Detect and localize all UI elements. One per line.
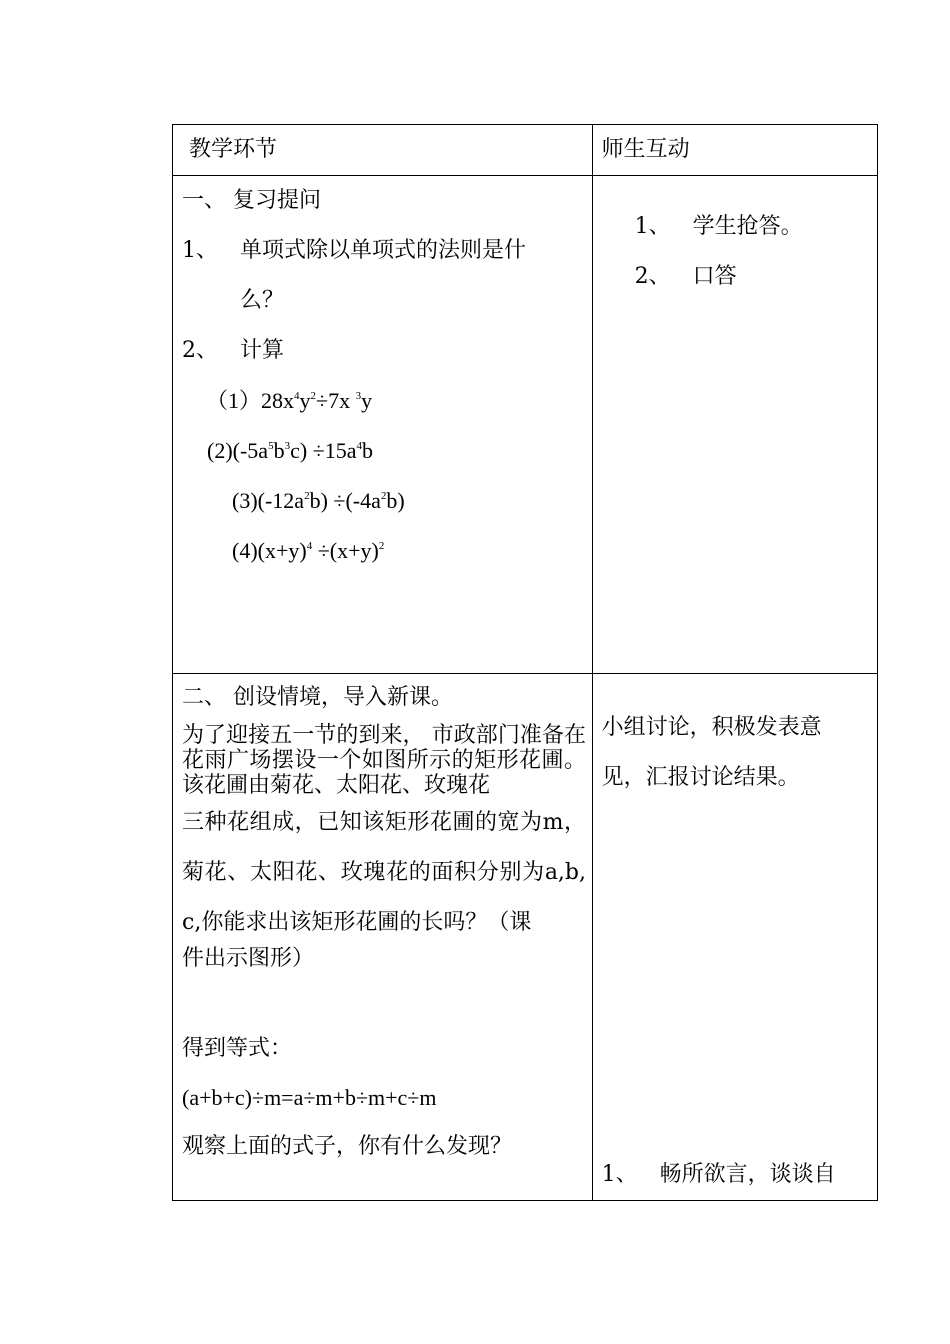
exercise-2: $(2)(-5a^5b^3c) \div 15a^4b$ xyxy=(207,438,374,463)
response-2-number: 2、 xyxy=(634,264,671,289)
group-discussion-line-2: 见，汇报讨论结果。 xyxy=(601,765,800,790)
introduction-response-cell xyxy=(592,674,877,1201)
group-discussion-line-1: 小组讨论，积极发表意 xyxy=(601,715,822,740)
question-1-line-1: 单项式除以单项式的法则是什 xyxy=(240,238,527,263)
scenario-paragraph-end: 件出示图形） xyxy=(182,946,315,971)
exercise-1: $(1)28x^4y^2\div 7x$ $^3$y xyxy=(206,388,373,413)
exercise-3: $(3)(-12a^2b) \div(-4a^2b)$ xyxy=(232,488,405,513)
question-1-number: 1、 xyxy=(182,238,218,263)
scenario-paragraph-dense: 为了迎接五一节的到来， 市政部门准备在花雨广场摆设一个如图所示的矩形花圃。该花圃由菊花、太阳花、玫瑰花 xyxy=(182,723,586,798)
response-item-text: 畅所欲言，谈谈自 xyxy=(659,1162,836,1187)
section-heading-review: 一、 复习提问 xyxy=(182,188,321,213)
review-content-cell xyxy=(173,176,593,674)
response-item-number: 1、 xyxy=(601,1162,638,1187)
equation-label: 得到等式： xyxy=(182,1036,293,1061)
exercise-4: $(4)(x+y)^4 \div(x+y)^2$ xyxy=(232,538,385,563)
observation-question: 观察上面的式子，你有什么发现？ xyxy=(182,1134,513,1159)
lesson-plan-table xyxy=(172,124,878,1201)
table-row-introduction xyxy=(173,674,878,1201)
header-cell-interaction xyxy=(592,125,877,176)
header-cell-teaching-phase xyxy=(173,125,593,176)
review-response-cell xyxy=(592,176,877,674)
response-2-text: 口答 xyxy=(692,264,737,289)
introduction-content-cell xyxy=(173,674,593,1201)
header-interaction: 师生互动 xyxy=(601,137,690,162)
question-2-number: 2、 xyxy=(182,338,218,363)
equation: (a+b+c)÷m=a÷m+b÷m+c÷m xyxy=(182,1085,437,1110)
question-1-line-2: 么？ xyxy=(240,288,285,313)
question-2-text: 计算 xyxy=(240,338,285,363)
section-heading-introduction: 二、 创设情境，导入新课。 xyxy=(182,685,453,710)
header-teaching-phase: 教学环节 xyxy=(189,137,278,162)
response-1-text: 学生抢答。 xyxy=(692,214,803,239)
table-row-review xyxy=(173,176,878,674)
response-1-number: 1、 xyxy=(634,214,671,239)
table-header-row xyxy=(173,125,878,176)
scenario-paragraph-wide: 三种花组成，已知该矩形花圃的宽为m，菊花、太阳花、玫瑰花的面积分别为a,b,c,你能求出该矩形花圃的长吗？（课 xyxy=(182,810,586,935)
